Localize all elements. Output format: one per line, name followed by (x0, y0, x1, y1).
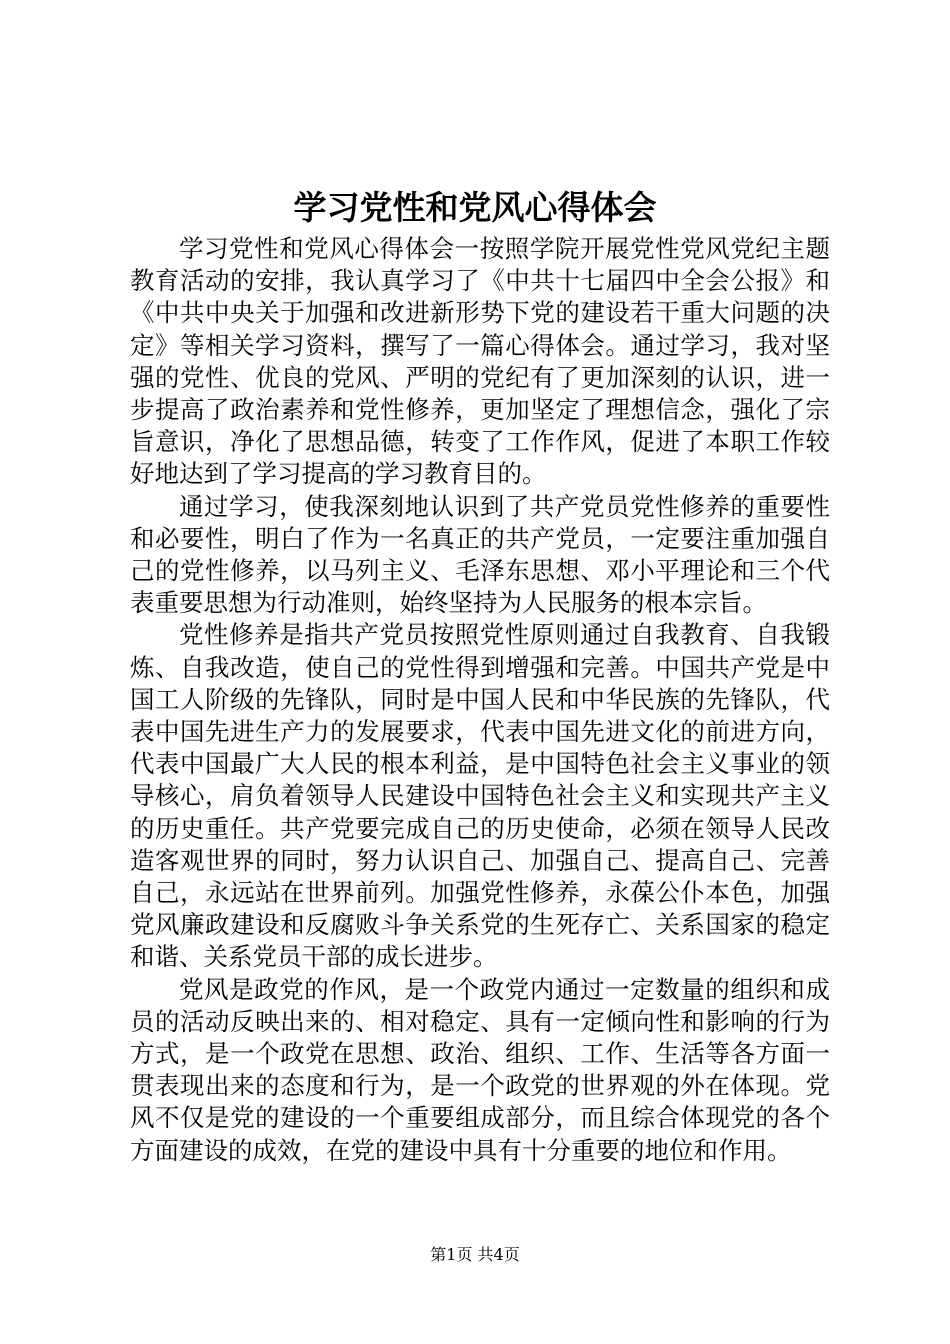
document-title: 学习党性和党风心得体会 (293, 188, 657, 227)
document-body (130, 233, 830, 1167)
paragraph-2: 通过学习，使我深刻地认识到了共产党员党性修养的重要性和必要性，明白了作为一名真正的共产党员，一定要注重加强自己的党性修养，以马列主义、毛泽东思想、邓小平理论和三个代表重要思想为行动准则，始终坚持为人民服务的根本宗旨。 (130, 491, 830, 618)
paragraph-4: 党风是政党的作风，是一个政党内通过一定数量的组织和成员的活动反映出来的、相对稳定、具有一定倾向性和影响的行为方式，是一个政党在思想、政治、组织、工作、生活等各方面一贯表现出来的态度和行为，是一个政党的世界观的外在体现。党风不仅是党的建设的一个重要组成部分，而且综合体现党的各个方面建设的成效，在党的建设中具有十分重要的地位和作用。 (130, 974, 830, 1165)
page-footer: 第1页 共4页 (430, 1245, 520, 1264)
paragraph-3: 党性修养是指共产党员按照党性原则通过自我教育、自我锻炼、自我改造，使自己的党性得到增强和完善。中国共产党是中国工人阶级的先锋队，同时是中国人民和中华民族的先锋队，代表中国先进生产力的发展要求，代表中国先进文化的前进方向，代表中国最广大人民的根本利益，是中国特色社会主义事业的领导核心，肩负着领导人民建设中国特色社会主义和实现共产主义的历史重任。共产党要完成自己的历史使命，必须在领导人民改造客观世界的同时，努力认识自己、加强自己、提高自己、完善自己，永远站在世界前列。加强党性修养，永葆公仆本色，加强党风廉政建设和反腐败斗争关系党的生死存亡、关系国家的稳定和谐、关系党员干部的成长进步。 (130, 620, 830, 972)
paragraph-1: 学习党性和党风心得体会一按照学院开展党性党风党纪主题教育活动的安排，我认真学习了《中共十七届四中全会公报》和《中共中央关于加强和改进新形势下党的建设若干重大问题的决定》等相关学习资料，撰写了一篇心得体会。通过学习，我对坚强的党性、优良的党风、严明的党纪有了更加深刻的认识，进一步提高了政治素养和党性修养，更加坚定了理想信念，强化了宗旨意识，净化了思想品德，转变了工作作风，促进了本职工作较好地达到了学习提高的学习教育目的。 (130, 234, 830, 489)
